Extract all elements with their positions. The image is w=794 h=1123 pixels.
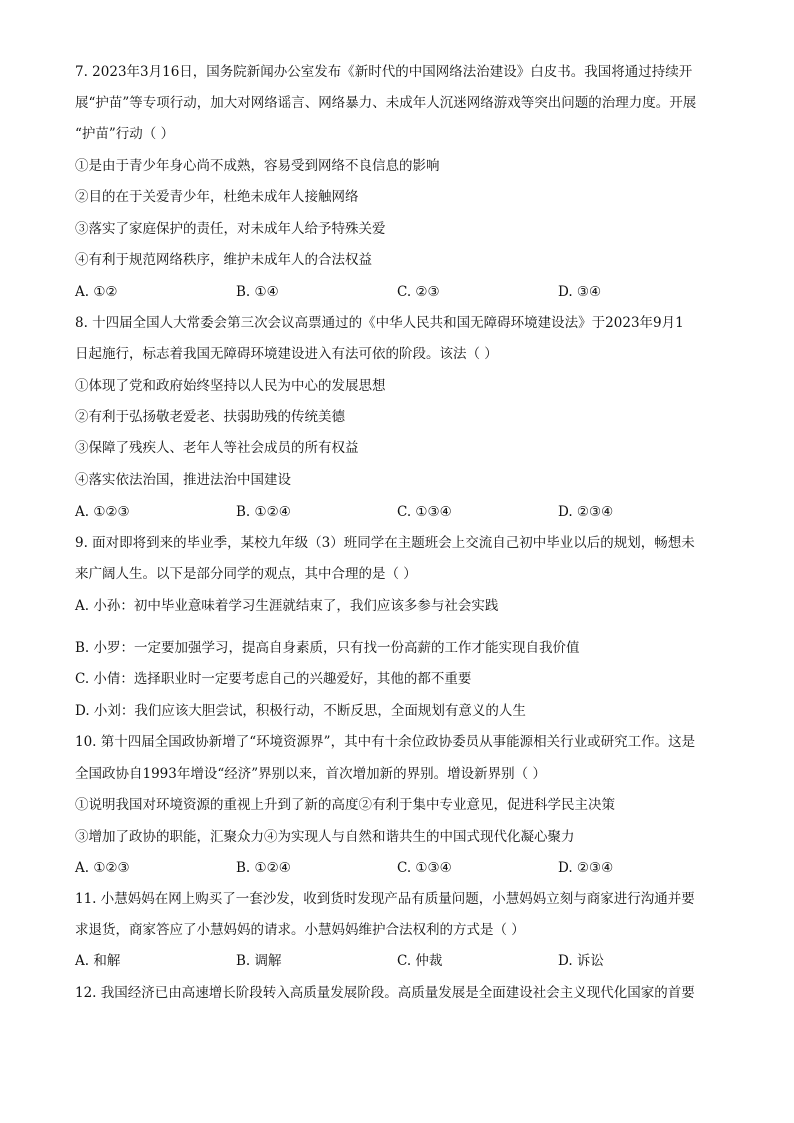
question-12-stem-line-1: 12. 我国经济已由高速增长阶段转入高质量发展阶段。高质量发展是全面建设社会主义现代化国家的首要 <box>75 985 695 1001</box>
question-7-item-2: ②目的在于关爱青少年，杜绝未成年人接触网络 <box>75 189 359 205</box>
question-10-stem-line-1: 10. 第十四届全国政协新增了“环境资源界”，其中有十余位政协委员从事能源相关行业或研究工作。这是 <box>75 734 696 750</box>
question-7-stem-line-3: “护苗”行动（ ） <box>75 126 175 142</box>
question-10-items-line-1: ①说明我国对环境资源的重视上升到了新的高度②有利于集中专业意见，促进科学民主决策 <box>75 797 615 813</box>
option-a[interactable]: A. ①②③ <box>75 860 130 876</box>
question-10-options <box>75 858 725 878</box>
option-a[interactable]: A. ①② <box>75 284 118 300</box>
option-a[interactable]: A. 小孙：初中毕业意味着学习生涯就结束了，我们应该多参与社会实践 <box>75 598 499 614</box>
question-9-stem-line-2: 来广阔人生。以下是部分同学的观点，其中合理的是（ ） <box>75 566 417 582</box>
question-8-item-1: ①体现了党和政府始终坚持以人民为中心的发展思想 <box>75 378 386 394</box>
question-7-options <box>75 282 725 302</box>
question-11-stem-line-2: 求退货，商家答应了小慧妈妈的请求。小慧妈妈维护合法权利的方式是（ ） <box>75 922 525 938</box>
question-7-item-1: ①是由于青少年身心尚不成熟，容易受到网络不良信息的影响 <box>75 158 440 174</box>
option-b[interactable]: B. ①②④ <box>236 860 291 876</box>
option-d[interactable]: D. 小刘：我们应该大胆尝试，积极行动，不断反思，全面规划有意义的人生 <box>75 703 526 719</box>
option-b[interactable]: B. 调解 <box>236 953 282 969</box>
question-11-options <box>75 951 725 971</box>
question-9-stem-line-1: 9. 面对即将到来的毕业季，某校九年级（3）班同学在主题班会上交流自己初中毕业以后的规划，畅想未 <box>75 535 695 551</box>
question-7-item-3: ③落实了家庭保护的责任，对未成年人给予特殊关爱 <box>75 221 386 237</box>
option-c[interactable]: C. 仲裁 <box>397 953 443 969</box>
option-c[interactable]: C. ②③ <box>397 284 440 300</box>
question-8-stem-line-1: 8. 十四届全国人大常委会第三次会议高票通过的《中华人民共和国无障碍环境建设法》于2023年9月1 <box>75 315 684 331</box>
option-c[interactable]: C. ①③④ <box>397 860 452 876</box>
option-b[interactable]: B. ①④ <box>236 284 279 300</box>
option-d[interactable]: D. 诉讼 <box>558 953 604 969</box>
question-7-item-4: ④有利于规范网络秩序，维护未成年人的合法权益 <box>75 252 372 268</box>
option-d[interactable]: D. ③④ <box>558 284 602 300</box>
question-8-stem-line-2: 日起施行，标志着我国无障碍环境建设进入有法可依的阶段。该法（ ） <box>75 346 498 362</box>
question-8-options <box>75 502 725 522</box>
option-d[interactable]: D. ②③④ <box>558 504 614 520</box>
option-d[interactable]: D. ②③④ <box>558 860 614 876</box>
question-8-item-4: ④落实依法治国，推进法治中国建设 <box>75 472 291 488</box>
question-10-items-line-2: ③增加了政协的职能，汇聚众力④为实现人与自然和谐共生的中国式现代化凝心聚力 <box>75 829 575 845</box>
option-c[interactable]: C. ①③④ <box>397 504 452 520</box>
question-7-stem-line-1: 7. 2023年3月16日，国务院新闻办公室发布《新时代的中国网络法治建设》白皮书。我国将通过持续开 <box>75 64 693 80</box>
option-a[interactable]: A. 和解 <box>75 953 121 969</box>
question-8-item-2: ②有利于弘扬敬老爱老、扶弱助残的传统美德 <box>75 409 345 425</box>
option-b[interactable]: B. 小罗：一定要加强学习，提高自身素质，只有找一份高薪的工作才能实现自我价值 <box>75 640 580 656</box>
option-a[interactable]: A. ①②③ <box>75 504 130 520</box>
question-10-stem-line-2: 全国政协自1993年增设“经济”界别以来，首次增加新的界别。增设新界别（ ） <box>75 766 546 782</box>
question-7-stem-line-2: 展“护苗”等专项行动，加大对网络谣言、网络暴力、未成年人沉迷网络游戏等突出问题的治理力度。开展 <box>75 95 697 111</box>
question-11-stem-line-1: 11. 小慧妈妈在网上购买了一套沙发，收到货时发现产品有质量问题，小慧妈妈立刻与商家进行沟通并要 <box>75 891 695 907</box>
question-8-item-3: ③保障了残疾人、老年人等社会成员的所有权益 <box>75 440 359 456</box>
option-c[interactable]: C. 小倩：选择职业时一定要考虑自己的兴趣爱好，其他的都不重要 <box>75 671 472 687</box>
option-b[interactable]: B. ①②④ <box>236 504 291 520</box>
